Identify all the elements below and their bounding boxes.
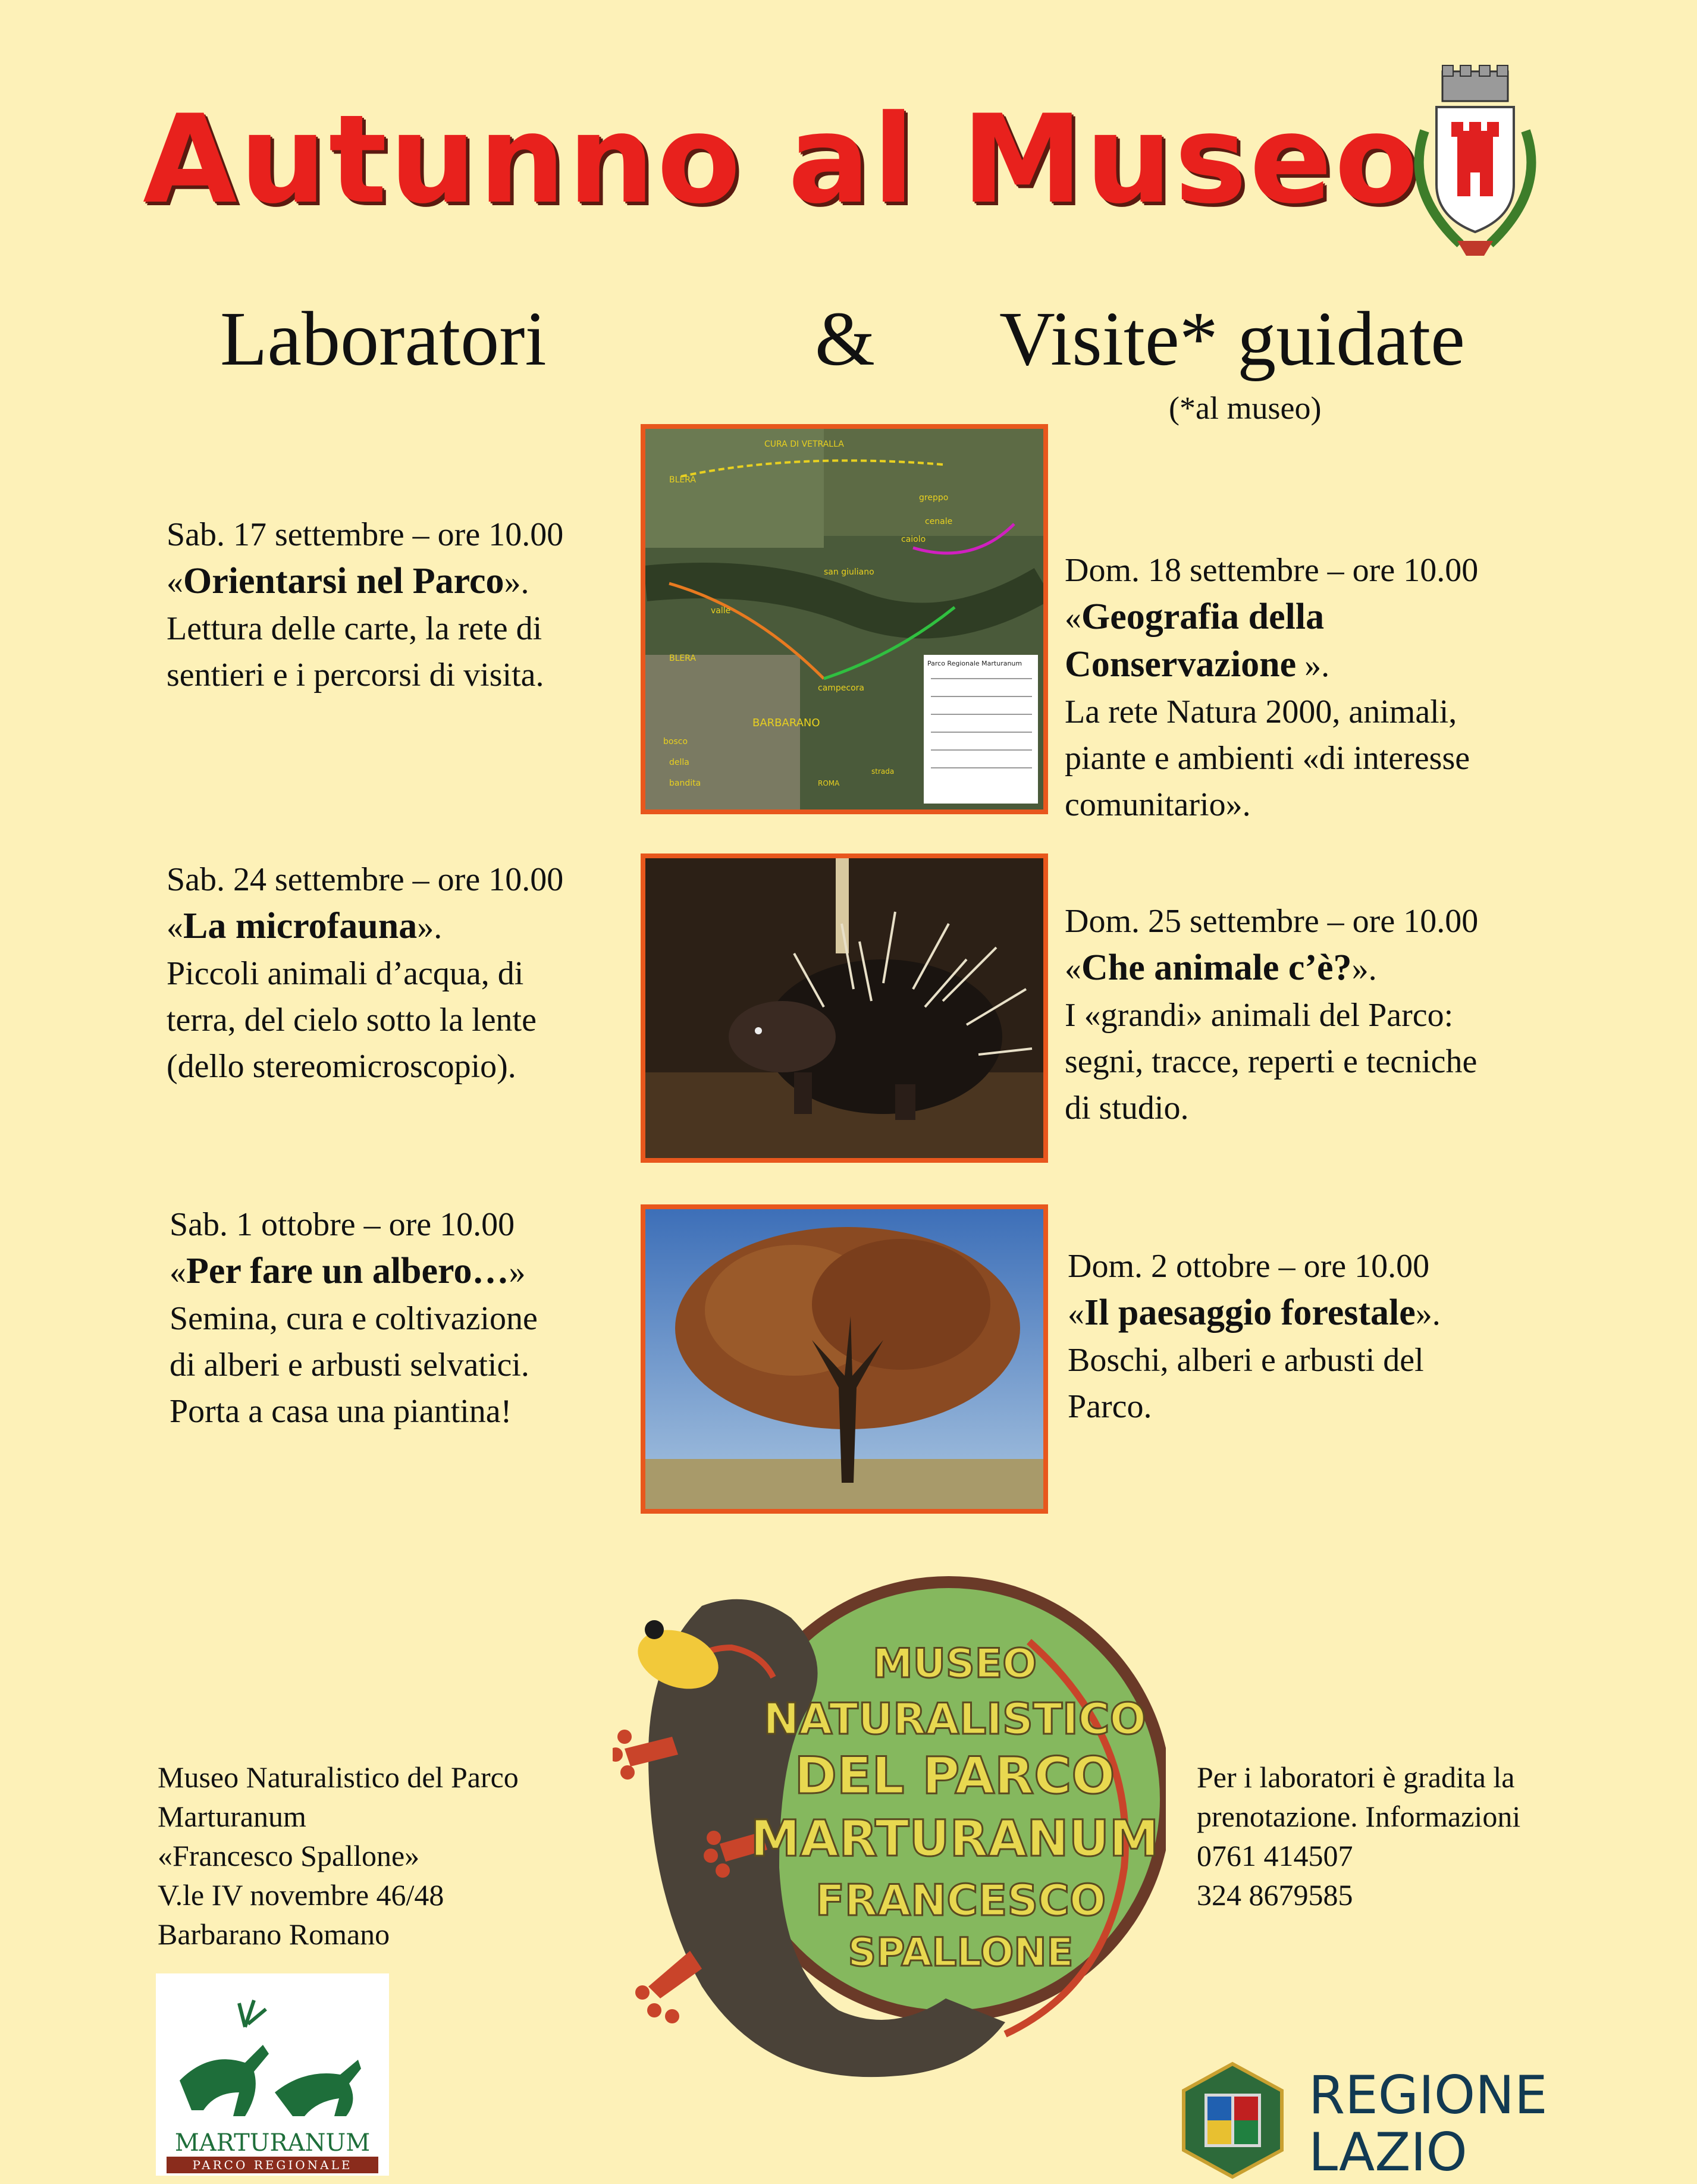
park-logo-subtitle: PARCO REGIONALE bbox=[192, 2158, 353, 2172]
event-title: «Che animale c’è?». bbox=[1065, 947, 1377, 988]
map-label: bandita bbox=[669, 779, 701, 788]
event-desc: di studio. bbox=[1065, 1090, 1189, 1126]
event-date: Dom. 18 settembre – ore 10.00 bbox=[1065, 552, 1479, 589]
map-label: strada bbox=[871, 767, 895, 776]
event-sab-1 bbox=[170, 1201, 538, 1435]
phone-number: 324 8679585 bbox=[1197, 1878, 1353, 1912]
event-date: Sab. 17 settembre – ore 10.00 bbox=[167, 516, 564, 553]
oak-tree-photo bbox=[641, 1204, 1048, 1514]
address-line: Museo Naturalistico del Parco bbox=[158, 1761, 519, 1794]
event-desc: La rete Natura 2000, animali, bbox=[1065, 694, 1457, 730]
map-label: campecora bbox=[818, 683, 865, 693]
address-line: Barbarano Romano bbox=[158, 1918, 390, 1951]
event-title-cont: Conservazione ». bbox=[1065, 644, 1330, 685]
map-label: ROMA bbox=[818, 779, 840, 787]
visits-note: (*al museo) bbox=[1169, 390, 1322, 426]
municipal-crest-icon bbox=[1401, 59, 1549, 262]
logo-line-museo: MUSEO bbox=[872, 1640, 1037, 1687]
event-desc: segni, tracce, reperti e tecniche bbox=[1065, 1043, 1478, 1080]
event-date: Dom. 25 settembre – ore 10.00 bbox=[1065, 903, 1479, 940]
logo-line-spallone: SPALLONE bbox=[848, 1929, 1074, 1975]
museum-logo bbox=[613, 1558, 1166, 2105]
address-line: «Francesco Spallone» bbox=[158, 1839, 420, 1872]
map-label: CURA DI VETRALLA bbox=[764, 440, 844, 449]
regione-lazio-emblem bbox=[1178, 2061, 1288, 2180]
map-label: cenale bbox=[925, 517, 953, 526]
subtitle-ampersand: & bbox=[815, 296, 876, 382]
event-desc: I «grandi» animali del Parco: bbox=[1065, 997, 1454, 1034]
logo-line-naturalistico: NATURALISTICO bbox=[763, 1694, 1146, 1744]
event-dom-18 bbox=[1065, 547, 1478, 828]
logo-line-francesco: FRANCESCO bbox=[815, 1875, 1106, 1925]
address-line: V.le IV novembre 46/48 bbox=[158, 1878, 444, 1912]
address-line: Marturanum bbox=[158, 1800, 306, 1833]
contact-line: prenotazione. Informazioni bbox=[1197, 1800, 1521, 1833]
event-desc: Semina, cura e coltivazione bbox=[170, 1300, 538, 1337]
map-label: della bbox=[669, 758, 689, 767]
event-dom-2 bbox=[1068, 1243, 1441, 1430]
event-desc: Porta a casa una piantina! bbox=[170, 1393, 512, 1430]
map-label: BLERA bbox=[669, 475, 696, 485]
marturanum-park-logo bbox=[156, 1973, 389, 2176]
region-line: LAZIO bbox=[1309, 2122, 1467, 2183]
event-desc: Parco. bbox=[1068, 1388, 1152, 1425]
event-sab-17 bbox=[167, 512, 563, 698]
event-desc: piante e ambienti «di interesse bbox=[1065, 740, 1470, 777]
event-desc: sentieri e i percorsi di visita. bbox=[167, 657, 544, 694]
map-label: bosco bbox=[663, 737, 688, 746]
event-desc: Lettura delle carte, la rete di bbox=[167, 610, 542, 647]
event-desc: Piccoli animali d’acqua, di bbox=[167, 955, 524, 992]
event-desc: (dello stereomicroscopio). bbox=[167, 1048, 516, 1085]
event-title: «Per fare un albero…» bbox=[170, 1251, 526, 1291]
event-title: «Orientarsi nel Parco». bbox=[167, 561, 529, 601]
map-label: BLERA bbox=[669, 654, 696, 663]
event-date: Dom. 2 ottobre – ore 10.00 bbox=[1068, 1248, 1430, 1285]
subtitle-visite: Visite* guidate bbox=[999, 296, 1465, 382]
map-label: valle bbox=[711, 606, 731, 616]
map-legend-title: Parco Regionale Marturanum bbox=[927, 660, 1022, 667]
logo-line-del-parco: DEL PARCO bbox=[794, 1746, 1115, 1806]
region-line: REGIONE bbox=[1309, 2064, 1548, 2126]
event-title: «Il paesaggio forestale». bbox=[1068, 1292, 1441, 1333]
logo-line-marturanum: MARTURANUM bbox=[750, 1809, 1159, 1868]
event-desc: di alberi e arbusti selvatici. bbox=[170, 1347, 529, 1383]
event-dom-25 bbox=[1065, 898, 1478, 1131]
map-label: greppo bbox=[919, 493, 949, 503]
park-map-image bbox=[641, 424, 1048, 814]
regione-lazio-wordmark bbox=[1309, 2064, 1548, 2183]
event-desc: Boschi, alberi e arbusti del bbox=[1068, 1342, 1424, 1379]
poster-title: Autunno al Museo bbox=[143, 89, 1421, 231]
contact-line: Per i laboratori è gradita la bbox=[1197, 1761, 1515, 1794]
park-logo-name: MARTURANUM bbox=[174, 2129, 371, 2157]
event-desc: terra, del cielo sotto la lente bbox=[167, 1002, 537, 1038]
event-title: «Geografia della bbox=[1065, 597, 1325, 637]
booking-contact bbox=[1197, 1758, 1520, 1915]
event-title: «La microfauna». bbox=[167, 906, 443, 946]
event-date: Sab. 1 ottobre – ore 10.00 bbox=[170, 1206, 515, 1243]
map-label: caiolo bbox=[901, 535, 926, 544]
map-label: san giuliano bbox=[824, 567, 874, 577]
event-date: Sab. 24 settembre – ore 10.00 bbox=[167, 861, 564, 898]
porcupine-photo bbox=[641, 853, 1048, 1163]
subtitle-laboratori: Laboratori bbox=[220, 296, 547, 382]
phone-number: 0761 414507 bbox=[1197, 1839, 1353, 1872]
map-label: BARBARANO bbox=[752, 717, 820, 729]
event-sab-24 bbox=[167, 856, 563, 1090]
event-desc: comunitario». bbox=[1065, 786, 1251, 823]
museum-address bbox=[158, 1758, 519, 1954]
